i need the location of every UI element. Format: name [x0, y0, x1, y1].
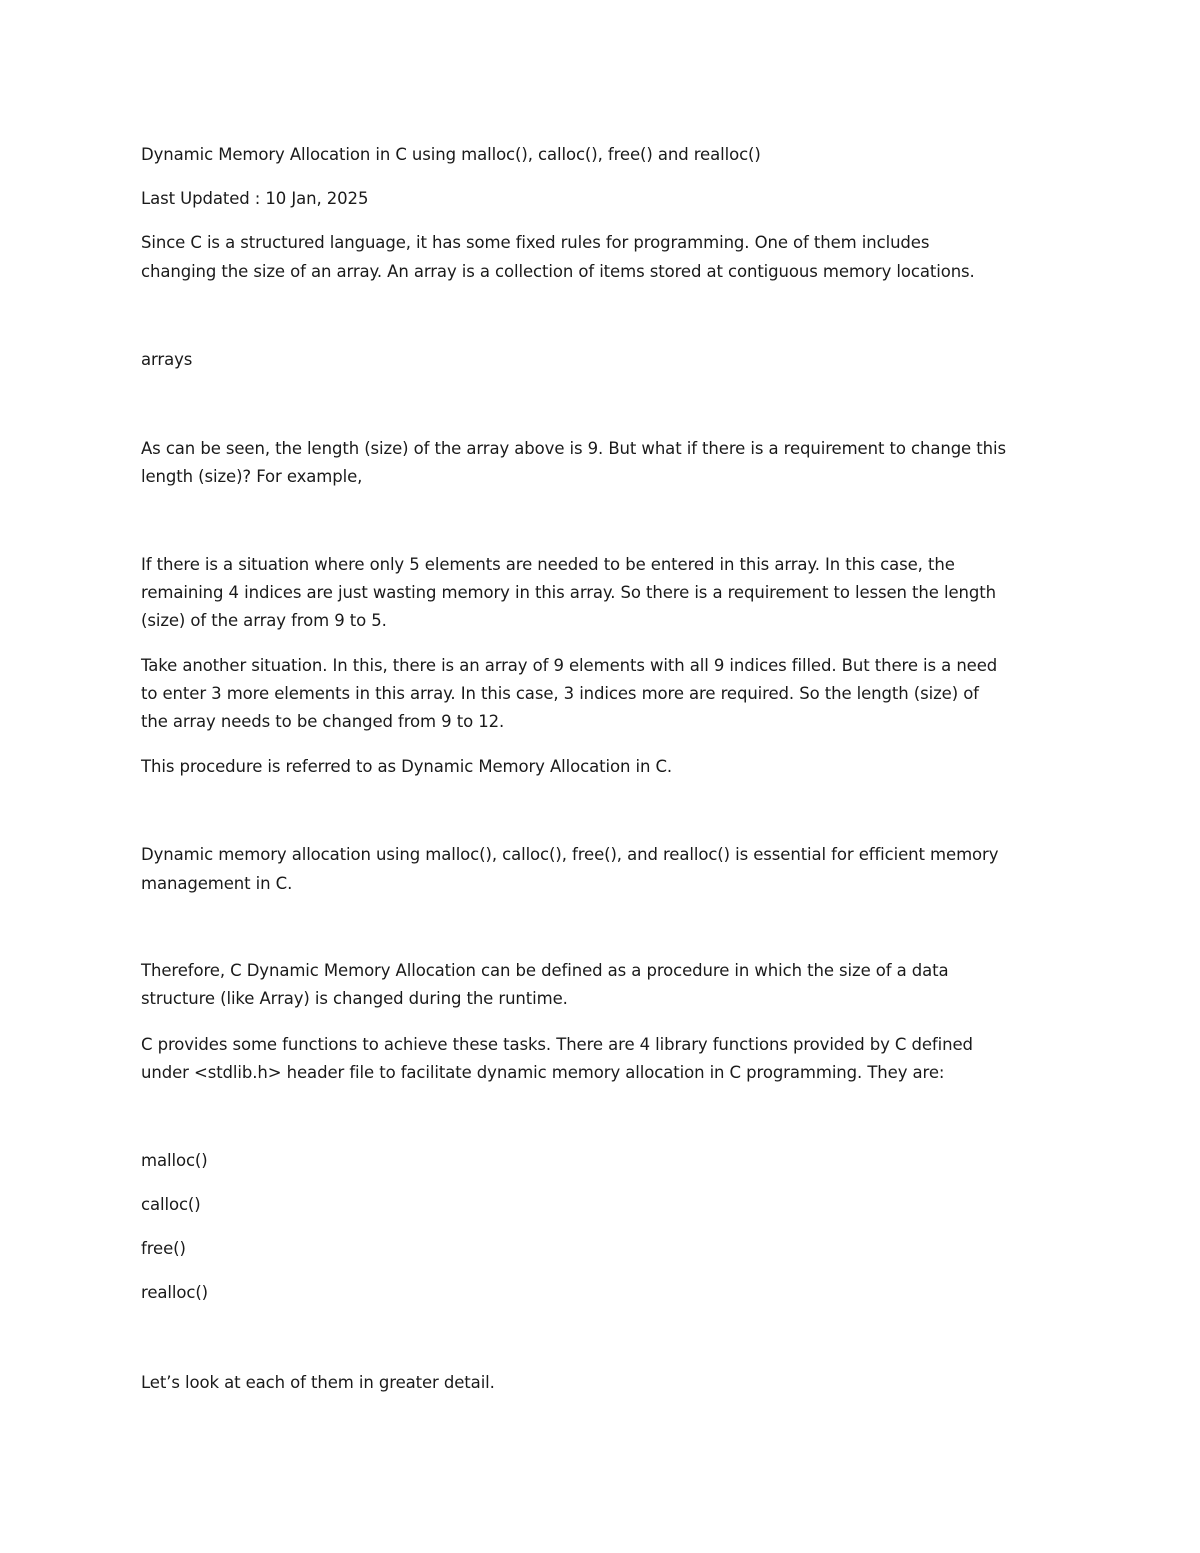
- function-item-calloc: calloc(): [141, 1195, 201, 1214]
- increase-line-2: to enter 3 more elements in this array. In this case, 3 indices more are required. So the length (size) of: [141, 684, 979, 703]
- functions-intro-line-1: C provides some functions to achieve these tasks. There are 4 library functions provided by C defined: [141, 1035, 973, 1054]
- reduce-line-3: (size) of the array from 9 to 5.: [141, 611, 387, 630]
- length-line-2: length (size)? For example,: [141, 467, 363, 486]
- essential-line-1: Dynamic memory allocation using malloc(), calloc(), free(), and realloc() is essential for efficient memory: [141, 845, 999, 864]
- document-title: Dynamic Memory Allocation in C using malloc(), calloc(), free() and realloc(): [141, 145, 761, 164]
- functions-intro-line-2: under <stdlib.h> header file to facilitate dynamic memory allocation in C programming. They are:: [141, 1063, 945, 1082]
- intro-line-2: changing the size of an array. An array is a collection of items stored at contiguous memory locations.: [141, 262, 975, 281]
- increase-line-1: Take another situation. In this, there is an array of 9 elements with all 9 indices filled. But there is a need: [141, 656, 998, 675]
- intro-line-1: Since C is a structured language, it has some fixed rules for programming. One of them includes: [141, 233, 930, 252]
- length-line-1: As can be seen, the length (size) of the array above is 9. But what if there is a requirement to change this: [141, 439, 1006, 458]
- definition-line-2: structure (like Array) is changed during the runtime.: [141, 989, 568, 1008]
- function-item-free: free(): [141, 1239, 186, 1258]
- definition-line-1: Therefore, C Dynamic Memory Allocation can be defined as a procedure in which the size of a data: [141, 961, 949, 980]
- function-item-realloc: realloc(): [141, 1283, 208, 1302]
- increase-line-3: the array needs to be changed from 9 to 12.: [141, 712, 505, 731]
- function-item-malloc: malloc(): [141, 1151, 208, 1170]
- procedure-line: This procedure is referred to as Dynamic Memory Allocation in C.: [141, 757, 673, 776]
- reduce-line-1: If there is a situation where only 5 elements are needed to be entered in this array. In this case, the: [141, 555, 955, 574]
- essential-line-2: management in C.: [141, 874, 293, 893]
- last-updated: Last Updated : 10 Jan, 2025: [141, 189, 369, 208]
- reduce-line-2: remaining 4 indices are just wasting memory in this array. So there is a requirement to lessen the length: [141, 583, 996, 602]
- closing-line: Let’s look at each of them in greater detail.: [141, 1373, 495, 1392]
- image-caption: arrays: [141, 350, 193, 369]
